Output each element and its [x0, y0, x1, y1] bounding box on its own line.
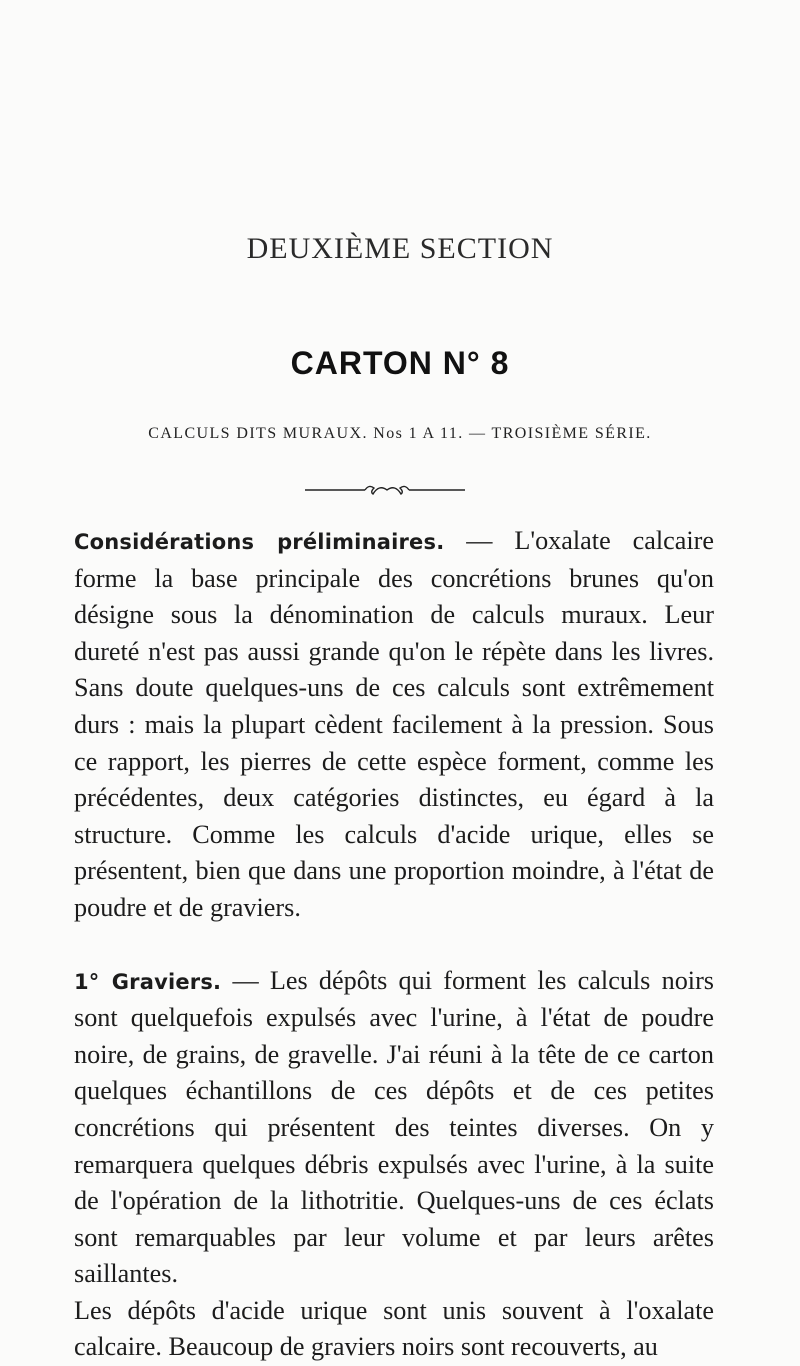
paragraph-preliminary — [74, 523, 714, 927]
paragraph-text: Les dépôts d'acide urique sont unis souvent à l'oxalate calcaire. Beaucoup de graviers noirs sont recouverts, au — [74, 1295, 714, 1362]
subtitle: CALCULS DITS MURAUX. Nos 1 A 11. — TROISIÈME SÉRIE. — [148, 425, 652, 442]
paragraph-graviers — [74, 963, 714, 1293]
paragraph-depots — [74, 1293, 714, 1366]
carton-title: CARTON N° 8 — [290, 345, 510, 381]
ornament-divider-icon — [305, 483, 465, 497]
paragraph-lead: Considérations préliminaires. — [74, 530, 445, 554]
body-text — [74, 523, 714, 1366]
paragraph-text: — L'oxalate calcaire forme la base principale des concrétions brunes qu'on désigne sous la dénomination de calculs muraux. Leur dureté n'est pas aussi grande qu'on le répète dans les livres. Sans doute quelques-uns de ces calculs sont extrêmement durs : mais la plupart cèdent facilement à la pression. Sous ce rapport, les pierres de cette espèce forment, comme les précédentes, deux catégories distinctes, eu égard à la structure. Comme les calculs d'acide urique, elles se présentent, bien que dans une proportion moindre, à l'état de poudre et de graviers. — [74, 526, 714, 922]
section-heading: DEUXIÈME SECTION — [246, 232, 554, 265]
paragraph-text: — Les dépôts qui forment les calculs noirs sont quelquefois expulsés avec l'urine, à l'état de poudre noire, de grains, de gravelle. J'ai réuni à la tête de ce carton quelques échantillons de ces dépôts et de ces petites concrétions qui présentent des teintes diverses. On y remarquera quelques débris expulsés avec l'urine, à la suite de l'opération de la lithotritie. Quelques-uns de ces éclats sont remarquables par leur volume et par leurs arêtes saillantes. — [74, 965, 714, 1289]
paragraph-lead: 1° Graviers. — [74, 969, 222, 994]
